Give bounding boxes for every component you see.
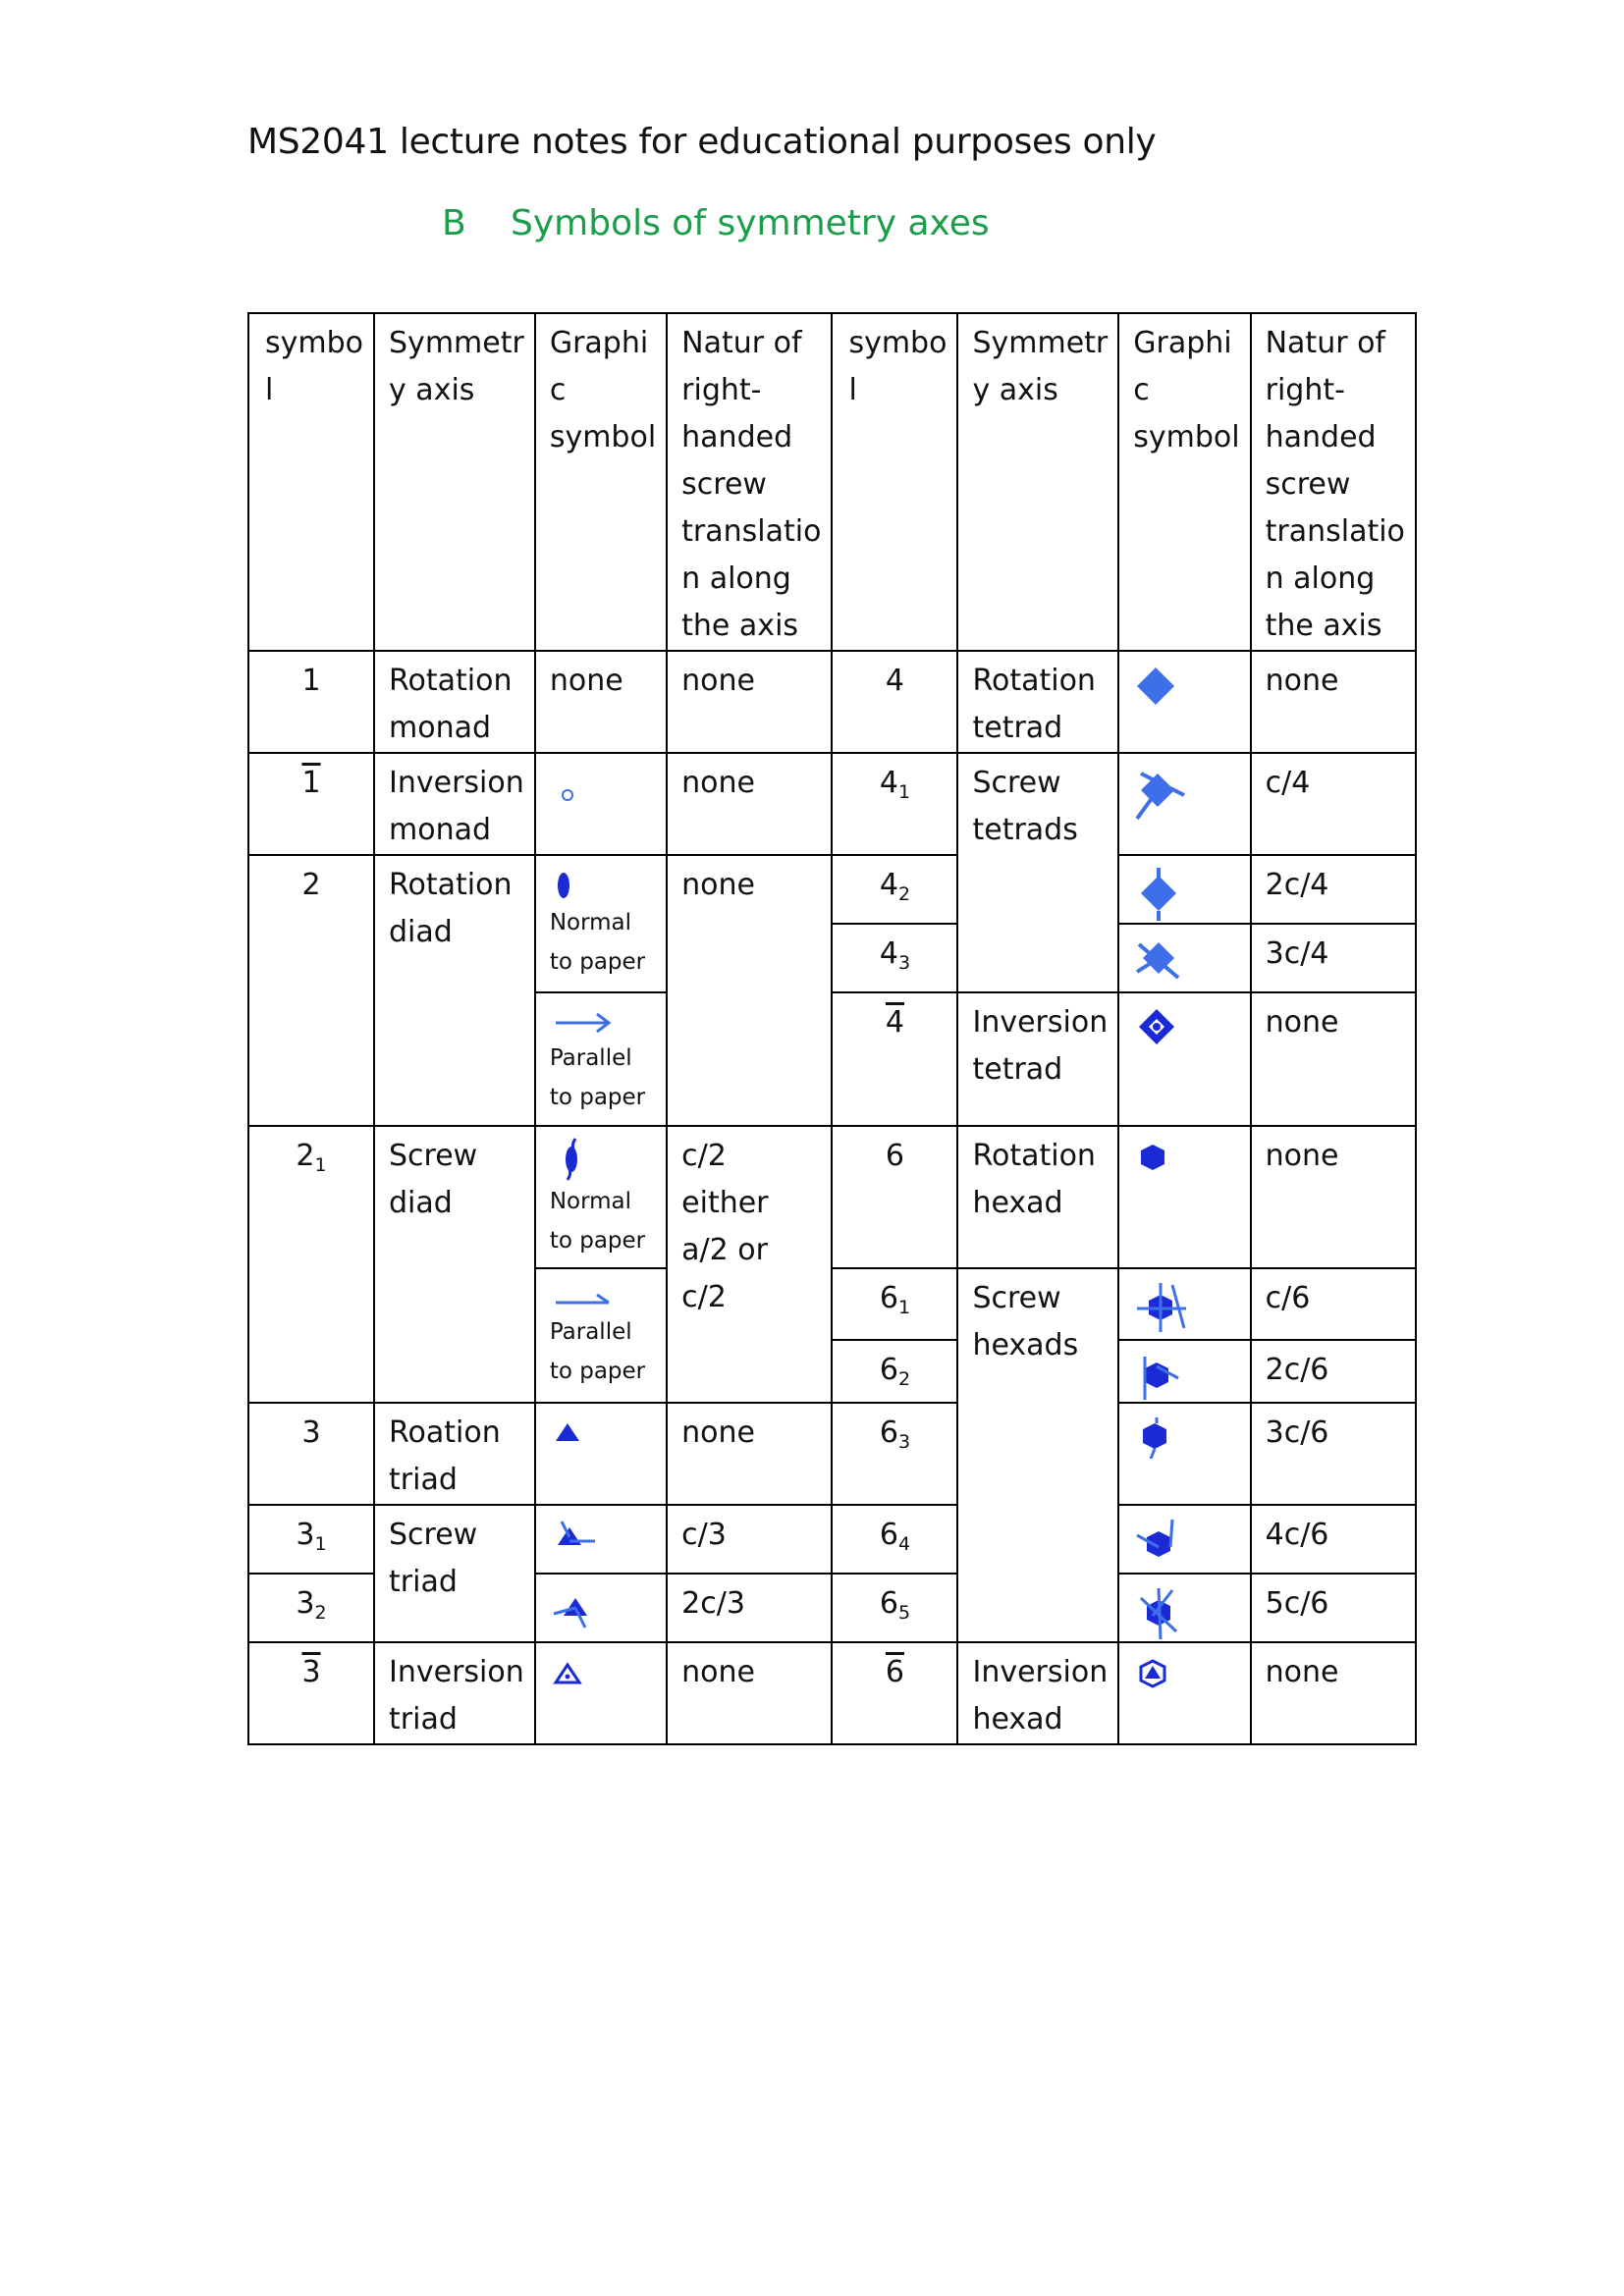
table-row <box>248 1642 1416 1744</box>
axis-cell: Inversion monad <box>374 753 535 855</box>
symbol-cell: $6_4$ <box>832 1505 957 1574</box>
graphic-cell <box>1118 1403 1250 1505</box>
table-row <box>248 1126 1416 1268</box>
screw-hexad-61-icon <box>1133 1281 1192 1336</box>
screw-triad-31-icon <box>550 1518 605 1563</box>
graphic-cell <box>1118 992 1250 1126</box>
nature-cell: 5c/6 <box>1251 1574 1416 1642</box>
nature-cell: 3c/6 <box>1251 1403 1416 1505</box>
screw-hexad-62-icon <box>1133 1353 1188 1402</box>
axis-cell: Inversion hexad <box>957 1642 1118 1744</box>
hexagon-hexad-icon <box>1133 1139 1182 1188</box>
small-circle-icon <box>550 775 599 825</box>
header-axis-right: Symmetr y axis <box>957 313 1118 651</box>
section-title: Symbols of symmetry axes <box>511 203 990 243</box>
axis-cell: Rotation hexad <box>957 1126 1118 1268</box>
diamond-tetrad-icon <box>1133 664 1182 713</box>
half-arrow-parallel-icon <box>550 1289 619 1312</box>
symbol-cell: $6_2$ <box>832 1340 957 1403</box>
header-graphic-right: Graphi c symbol <box>1118 313 1250 651</box>
graphic-cell <box>535 753 667 855</box>
symbol-cell: $3_1$ <box>248 1505 374 1574</box>
nature-cell: none <box>1251 1126 1416 1268</box>
nature-cell: none <box>667 855 832 1126</box>
table-row <box>248 753 1416 855</box>
graphic-cell <box>1118 924 1250 992</box>
symbol-cell: 1 <box>248 651 374 753</box>
symmetry-axes-table <box>247 312 1417 1745</box>
graphic-cell <box>1118 1340 1250 1403</box>
symbol-cell: 3 <box>248 1642 374 1744</box>
graphic-cell <box>1118 753 1250 855</box>
graphic-cell <box>535 1505 667 1574</box>
normal-label: Normal to paper <box>549 1189 646 1254</box>
axis-cell: Inversion tetrad <box>957 992 1118 1126</box>
symbol-cell: $4_1$ <box>832 753 957 855</box>
arrow-parallel-icon <box>550 1009 619 1039</box>
header-graphic: Graphi c symbol <box>535 313 667 651</box>
nature-cell: none <box>1251 1642 1416 1744</box>
axis-cell: Screw hexads <box>957 1268 1118 1642</box>
graphic-cell <box>1118 1126 1250 1268</box>
graphic-cell <box>535 992 667 1126</box>
symbol-cell: $4_2$ <box>832 855 957 924</box>
section-letter: B <box>442 203 466 243</box>
header-nature: Natur of right-handed screw translatio n along the axis <box>667 313 832 651</box>
symbol-cell: $2_1$ <box>248 1126 374 1403</box>
nature-cell: c/4 <box>1251 753 1416 855</box>
symbol-cell: 6 <box>832 1126 957 1268</box>
table-row <box>248 1505 1416 1574</box>
graphic-cell <box>535 1268 667 1403</box>
nature-cell: none <box>667 1403 832 1505</box>
graphic-cell <box>535 1403 667 1505</box>
symbol-cell: 2 <box>248 855 374 1126</box>
graphic-cell <box>1118 1642 1250 1744</box>
nature-cell: none <box>1251 651 1416 753</box>
nature-cell: 3c/4 <box>1251 924 1416 992</box>
inversion-hexad-icon <box>1133 1655 1182 1704</box>
screw-hexad-64-icon <box>1133 1518 1188 1573</box>
axis-cell: Rotation monad <box>374 651 535 753</box>
parallel-label: Parallel to paper <box>549 1319 646 1384</box>
screw-triad-32-icon <box>550 1586 605 1631</box>
symbol-cell: 4 <box>832 992 957 1126</box>
axis-cell: Screw triad <box>374 1505 535 1642</box>
nature-cell: 4c/6 <box>1251 1505 1416 1574</box>
graphic-cell <box>1118 1574 1250 1642</box>
normal-label: Normal to paper <box>549 910 646 975</box>
graphic-cell <box>1118 1268 1250 1340</box>
symbol-cell: $6_1$ <box>832 1268 957 1340</box>
symbol-cell: 3 <box>248 1403 374 1505</box>
symmetry-table-wrap <box>247 312 1417 1745</box>
nature-cell: none <box>667 1642 832 1744</box>
triangle-triad-icon <box>550 1417 599 1457</box>
nature-cell: c/3 <box>667 1505 832 1574</box>
nature-cell: c/6 <box>1251 1268 1416 1340</box>
header-symbol: symbo l <box>248 313 374 651</box>
axis-cell: Rotation tetrad <box>957 651 1118 753</box>
table-row <box>248 855 1416 924</box>
symbol-cell: $3_2$ <box>248 1574 374 1642</box>
header-axis: Symmetr y axis <box>374 313 535 651</box>
screw-hexad-63-icon <box>1133 1415 1182 1465</box>
graphic-cell <box>535 1574 667 1642</box>
graphic-cell <box>1118 1505 1250 1574</box>
graphic-cell <box>535 855 667 992</box>
graphic-cell <box>535 1642 667 1744</box>
symbol-cell: $4_3$ <box>832 924 957 992</box>
axis-cell: Screw diad <box>374 1126 535 1403</box>
nature-cell: none <box>1251 992 1416 1126</box>
inversion-tetrad-icon <box>1133 1005 1182 1054</box>
nature-cell: 2c/3 <box>667 1574 832 1642</box>
nature-cell: none <box>667 651 832 753</box>
screw-tetrad-41-icon <box>1133 766 1188 821</box>
axis-cell: Roation triad <box>374 1403 535 1505</box>
lens-diad-icon <box>550 870 589 903</box>
axis-cell: Screw tetrads <box>957 753 1118 992</box>
symbol-cell: 1 <box>248 753 374 855</box>
screw-tetrad-42-icon <box>1133 868 1188 923</box>
symbol-cell: 6 <box>832 1642 957 1744</box>
header-row <box>248 313 1416 651</box>
parallel-label: Parallel to paper <box>549 1045 646 1110</box>
symbol-cell: $6_5$ <box>832 1574 957 1642</box>
table-row <box>248 1403 1416 1505</box>
nature-cell: 2c/4 <box>1251 855 1416 924</box>
axis-cell: Inversion triad <box>374 1642 535 1744</box>
graphic-cell: none <box>535 651 667 753</box>
nature-cell: none <box>667 753 832 855</box>
header-nature-right: Natur of right-handed screw translatio n along the axis <box>1251 313 1416 651</box>
table-row <box>248 651 1416 753</box>
symbol-cell: $6_3$ <box>832 1403 957 1505</box>
graphic-cell <box>535 1126 667 1268</box>
graphic-cell <box>1118 651 1250 753</box>
screw-hexad-65-icon <box>1133 1586 1188 1641</box>
symbol-cell: 4 <box>832 651 957 753</box>
page-header: MS2041 lecture notes for educational purposes only <box>247 122 1157 162</box>
nature-cell: c/2 either a/2 or c/2 <box>667 1126 832 1403</box>
header-symbol-right: symbo l <box>832 313 957 651</box>
graphic-cell <box>1118 855 1250 924</box>
screw-tetrad-43-icon <box>1133 936 1188 986</box>
screw-diad-icon <box>550 1137 599 1182</box>
nature-cell: 2c/6 <box>1251 1340 1416 1403</box>
inversion-triad-icon <box>550 1657 599 1696</box>
axis-cell: Rotation diad <box>374 855 535 1126</box>
section-heading <box>442 203 990 243</box>
